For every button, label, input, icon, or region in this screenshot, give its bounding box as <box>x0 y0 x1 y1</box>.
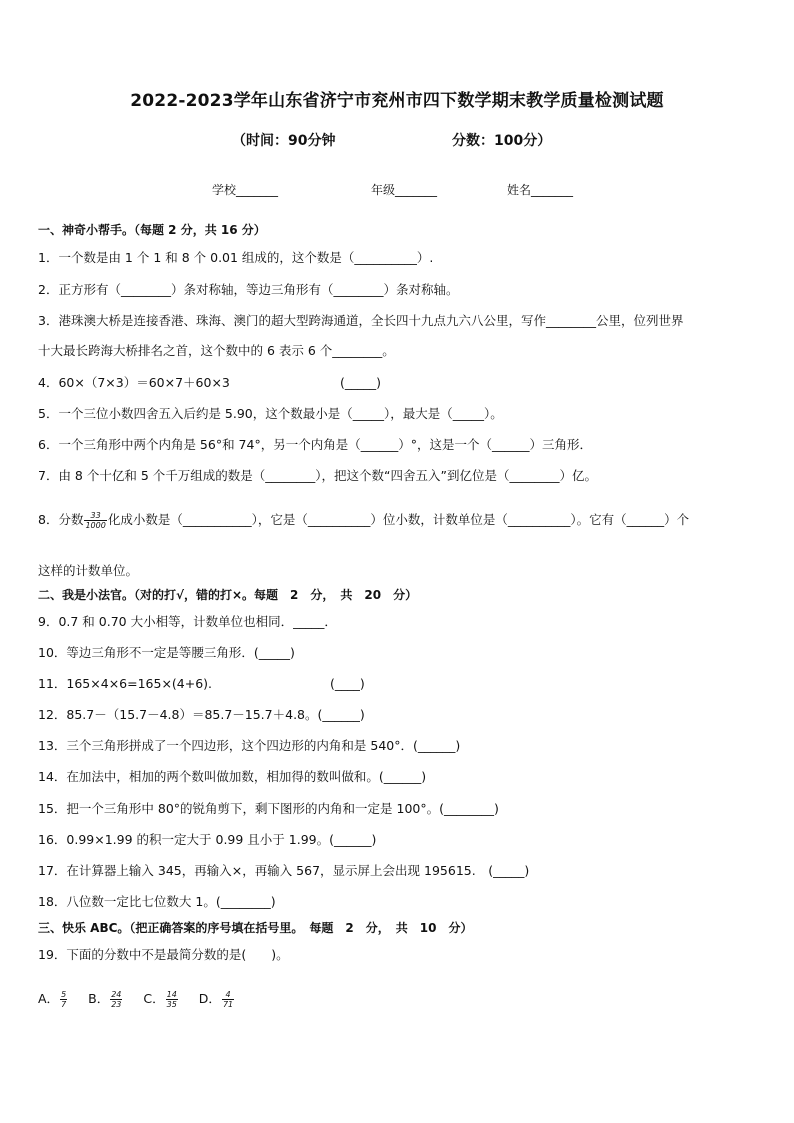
option-label: C． <box>143 991 165 1006</box>
question-4-answer-blank: (_____) <box>340 375 382 390</box>
fraction-numerator: 4 <box>222 990 234 1000</box>
fraction-numerator: 24 <box>111 990 122 999</box>
question-7: 7．由 8 个十亿和 5 个千万组成的数是（________），把这个数“四舍五入”到亿位是（________）亿。 <box>38 468 597 483</box>
question-13: 13．三个三角形拼成了一个四边形，这个四边形的内角和是 540°．(______) <box>38 738 461 753</box>
question-10: 10．等边三角形不一定是等腰三角形．(_____) <box>38 645 295 660</box>
question-9: 9．0.7 和 0.70 大小相等，计数单位也相同．_____． <box>38 614 337 629</box>
option-fraction <box>166 990 178 1009</box>
section-3-heading: 三、快乐 ABC。（把正确答案的序号填在括号里。 每题 2 分， 共 10 分） <box>38 921 473 935</box>
question-2: 2．正方形有（________）条对称轴，等边三角形有（________）条对称轴。 <box>38 282 459 297</box>
question-11: 11．165×4×6=165×(4+6). <box>38 676 213 691</box>
question-3-line-2: 十大最长跨海大桥排名之首，这个数中的 6 表示 6 个________。 <box>38 343 395 358</box>
exam-time: （时间：90分钟 <box>232 133 336 149</box>
name-field: 姓名_______ <box>507 183 574 197</box>
option-a <box>38 990 68 1009</box>
page-title: 2022-2023学年山东省济宁市兖州市四下数学期末教学质量检测试题 <box>130 91 664 111</box>
section-1-heading: 一、神奇小帮手。（每题 2 分，共 16 分） <box>38 223 266 237</box>
question-19-options <box>38 990 251 1009</box>
question-19: 19．下面的分数中不是最简分数的是( )。 <box>38 947 289 962</box>
option-fraction <box>60 990 67 1009</box>
option-label: A． <box>38 991 60 1006</box>
grade-field: 年级_______ <box>371 183 438 197</box>
question-11-answer-blank: (____) <box>330 676 365 691</box>
school-field: 学校_______ <box>212 183 279 197</box>
fraction-numerator: 14 <box>166 990 177 999</box>
option-label: B． <box>88 991 110 1006</box>
fraction-numerator: 33 <box>84 511 106 521</box>
question-5: 5．一个三位小数四舍五入后约是 5.90，这个数最小是（_____），最大是（_____）。 <box>38 406 503 421</box>
question-15: 15．把一个三角形中 80°的锐角剪下，剩下图形的内角和一定是 100°。(________) <box>38 801 499 816</box>
option-b <box>88 990 123 1009</box>
question-6: 6．一个三角形中两个内角是 56°和 74°，另一个内角是（______）°，这是一个（______）三角形． <box>38 437 592 452</box>
question-14: 14．在加法中，相加的两个数叫做加数，相加得的数叫做和。(______) <box>38 769 427 784</box>
question-16: 16．0.99×1.99 的积一定大于 0.99 且小于 1.99。(______) <box>38 832 377 847</box>
question-12: 12．85.7－（15.7－4.8）＝85.7－15.7＋4.8。(______) <box>38 707 365 722</box>
exam-score: 分数：100分） <box>452 133 552 149</box>
option-c <box>143 990 178 1009</box>
question-4: 4．60×（7×3）＝60×7＋60×3 <box>38 375 230 390</box>
question-1: 1．一个数是由 1 个 1 和 8 个 0.01 组成的，这个数是（__________）. <box>38 250 434 265</box>
question-3-line-1: 3．港珠澳大桥是连接香港、珠海、澳门的超大型跨海通道，全长四十九点九六八公里，写作________公里，位列世界 <box>38 313 684 328</box>
fraction-denominator: 71 <box>222 1000 234 1009</box>
question-18: 18．八位数一定比七位数大 1。(________) <box>38 894 276 909</box>
question-8-line-2: 这样的计数单位。 <box>38 563 139 578</box>
question-17: 17．在计算器上输入 345，再输入×，再输入 567，显示屏上会出现 195615. (_____) <box>38 863 530 878</box>
fraction-denominator: 23 <box>111 1000 122 1009</box>
question-8-prefix: 8．分数 <box>38 512 84 527</box>
section-2-heading: 二、我是小法官。（对的打√，错的打×。每题 2 分， 共 20 分） <box>38 588 418 602</box>
fraction-33-1000 <box>84 511 106 530</box>
fraction-denominator: 35 <box>166 1000 177 1009</box>
fraction-numerator: 5 <box>61 990 67 999</box>
fraction-denominator: 1000 <box>85 521 106 530</box>
fraction-denominator: 7 <box>61 1000 67 1009</box>
option-label: D． <box>198 991 221 1006</box>
question-8-suffix: 化成小数是（___________），它是（__________）位小数，计数单位是（__________）。它有（______）个 <box>107 512 690 527</box>
question-8 <box>38 511 689 530</box>
option-fraction <box>222 990 234 1009</box>
option-d <box>198 990 235 1009</box>
option-fraction <box>110 990 122 1009</box>
